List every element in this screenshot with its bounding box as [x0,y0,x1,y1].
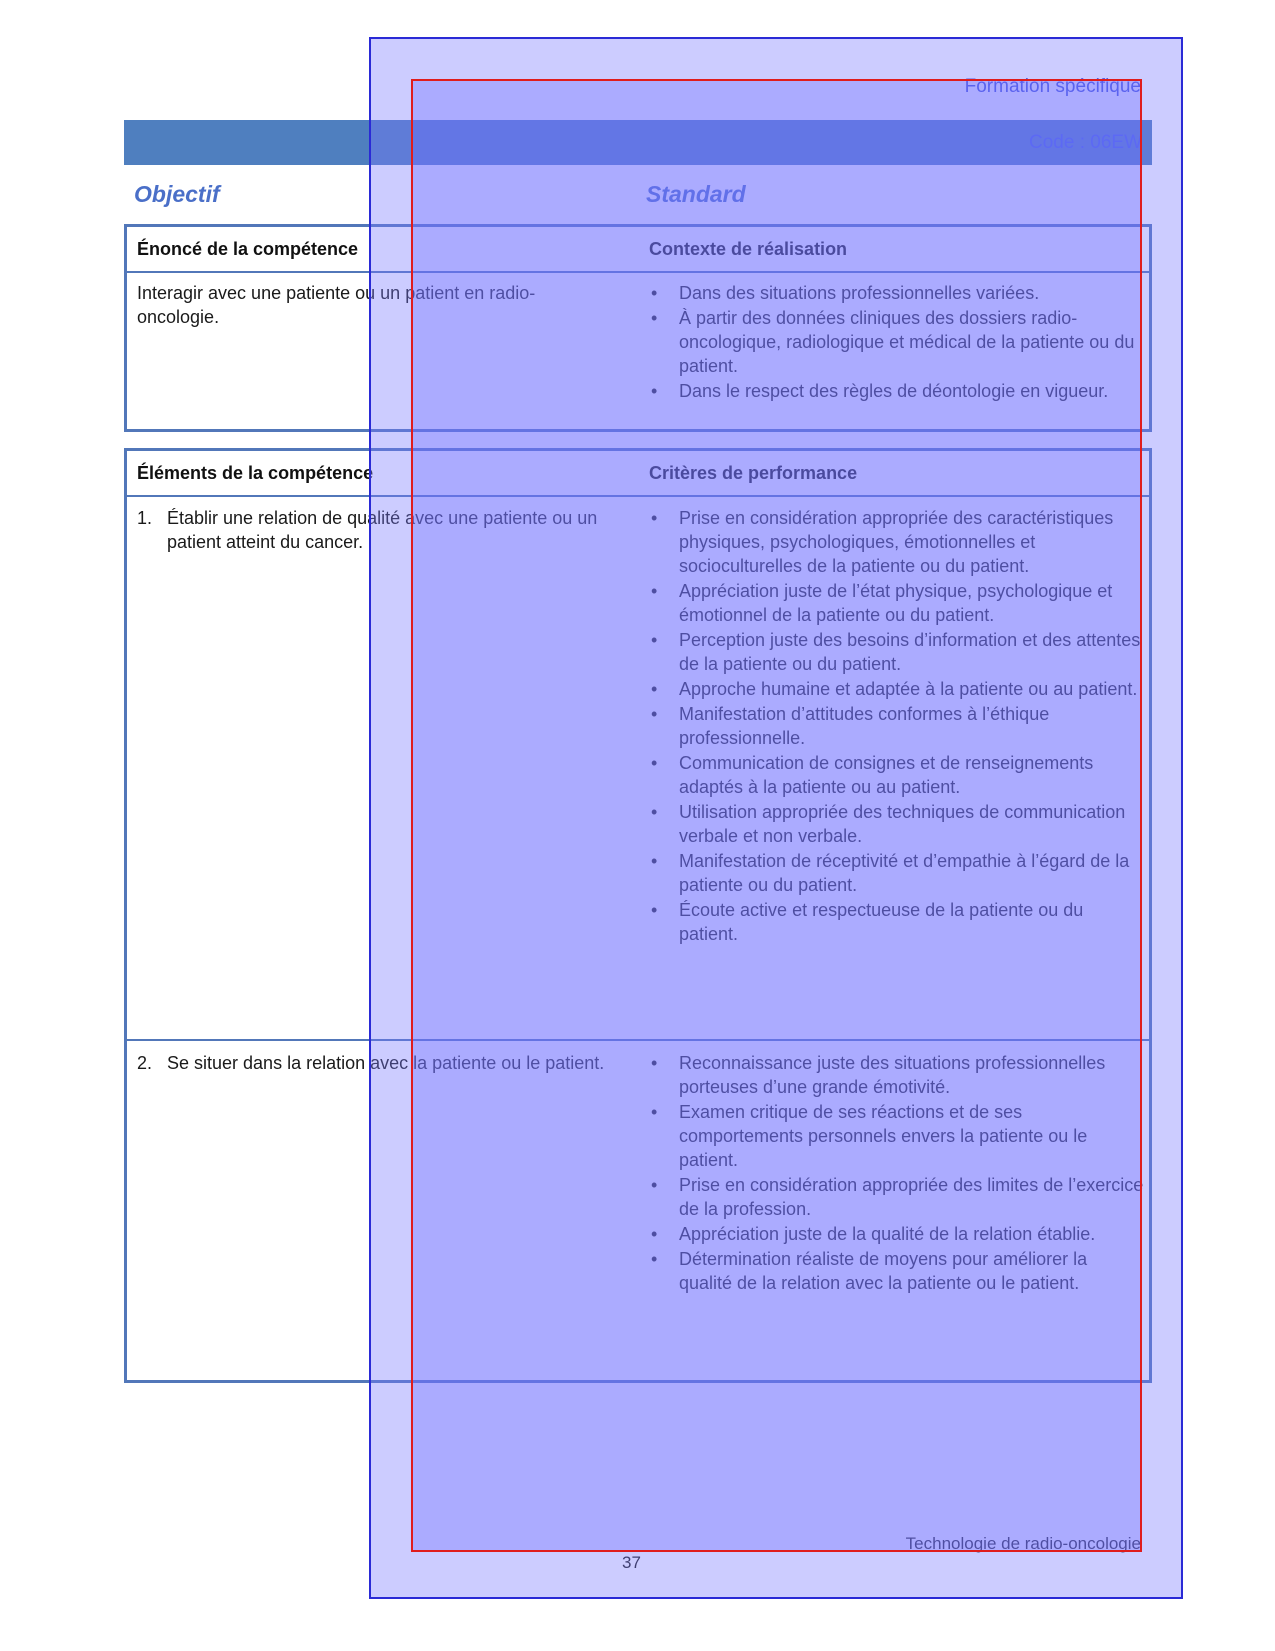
context-item: • À partir des données cliniques des dossiers radio-oncologique, radiologique et médical de la patiente ou du patient. [649,306,1144,378]
criteria-item: • Communication de consignes et de renseignements adaptés à la patiente ou au patient. [649,751,1144,799]
element-text: Établir une relation de qualité avec une patiente ou un patient atteint du cancer. [167,508,598,552]
criteria-item: • Prise en considération appropriée des caractéristiques physiques, psychologiques, émotionnelles et socioculturelles de la patiente ou du patient. [649,506,1144,578]
statement-header: Énoncé de la compétence [137,239,359,259]
objective-title: Objectif [134,181,220,207]
criteria-header: Critères de performance [649,463,858,483]
criteria-item: • Approche humaine et adaptée à la patiente ou au patient. [649,677,1144,701]
context-item: • Dans le respect des règles de déontologie en vigueur. [649,379,1144,403]
elements-header: Éléments de la compétence [137,463,374,483]
page-number: 37 [622,1553,641,1572]
footer-program: Technologie de radio-oncologie [905,1534,1141,1553]
criteria-item: • Appréciation juste de la qualité de la relation établie. [649,1222,1144,1246]
criteria-item: • Perception juste des besoins d’information et des attentes de la patiente ou du patient. [649,628,1144,676]
competence-code: Code : 06EW [1029,132,1142,153]
element-number: 1. [137,508,153,528]
criteria-item: • Écoute active et respectueuse de la patiente ou du patient. [649,898,1144,946]
element-text: Se situer dans la relation avec la patiente ou le patient. [167,1053,605,1073]
program-header: Formation spécifique [964,76,1141,97]
context-item: • Dans des situations professionnelles variées. [649,281,1144,305]
criteria-item: • Manifestation de réceptivité et d’empathie à l’égard de la patiente ou du patient. [649,849,1144,897]
criteria-item: • Manifestation d’attitudes conformes à l’éthique professionnelle. [649,702,1144,750]
criteria-item: • Examen critique de ses réactions et de ses comportements personnels envers la patiente ou le patient. [649,1100,1144,1172]
standard-title: Standard [646,181,746,207]
element-number: 2. [137,1053,153,1073]
competence-statement: Interagir avec une patiente ou un patient en radio-oncologie. [137,283,536,327]
criteria-item: • Utilisation appropriée des techniques de communication verbale et non verbale. [649,800,1144,848]
criteria-item: • Reconnaissance juste des situations professionnelles porteuses d’une grande émotivité. [649,1051,1144,1099]
criteria-item: • Appréciation juste de l’état physique, psychologique et émotionnel de la patiente ou du patient. [649,579,1144,627]
criteria-item: • Détermination réaliste de moyens pour améliorer la qualité de la relation avec la patiente ou le patient. [649,1247,1144,1295]
selection-overlay-inner [411,79,1142,1552]
criteria-item: • Prise en considération appropriée des limites de l’exercice de la profession. [649,1173,1144,1221]
context-header: Contexte de réalisation [649,239,848,259]
